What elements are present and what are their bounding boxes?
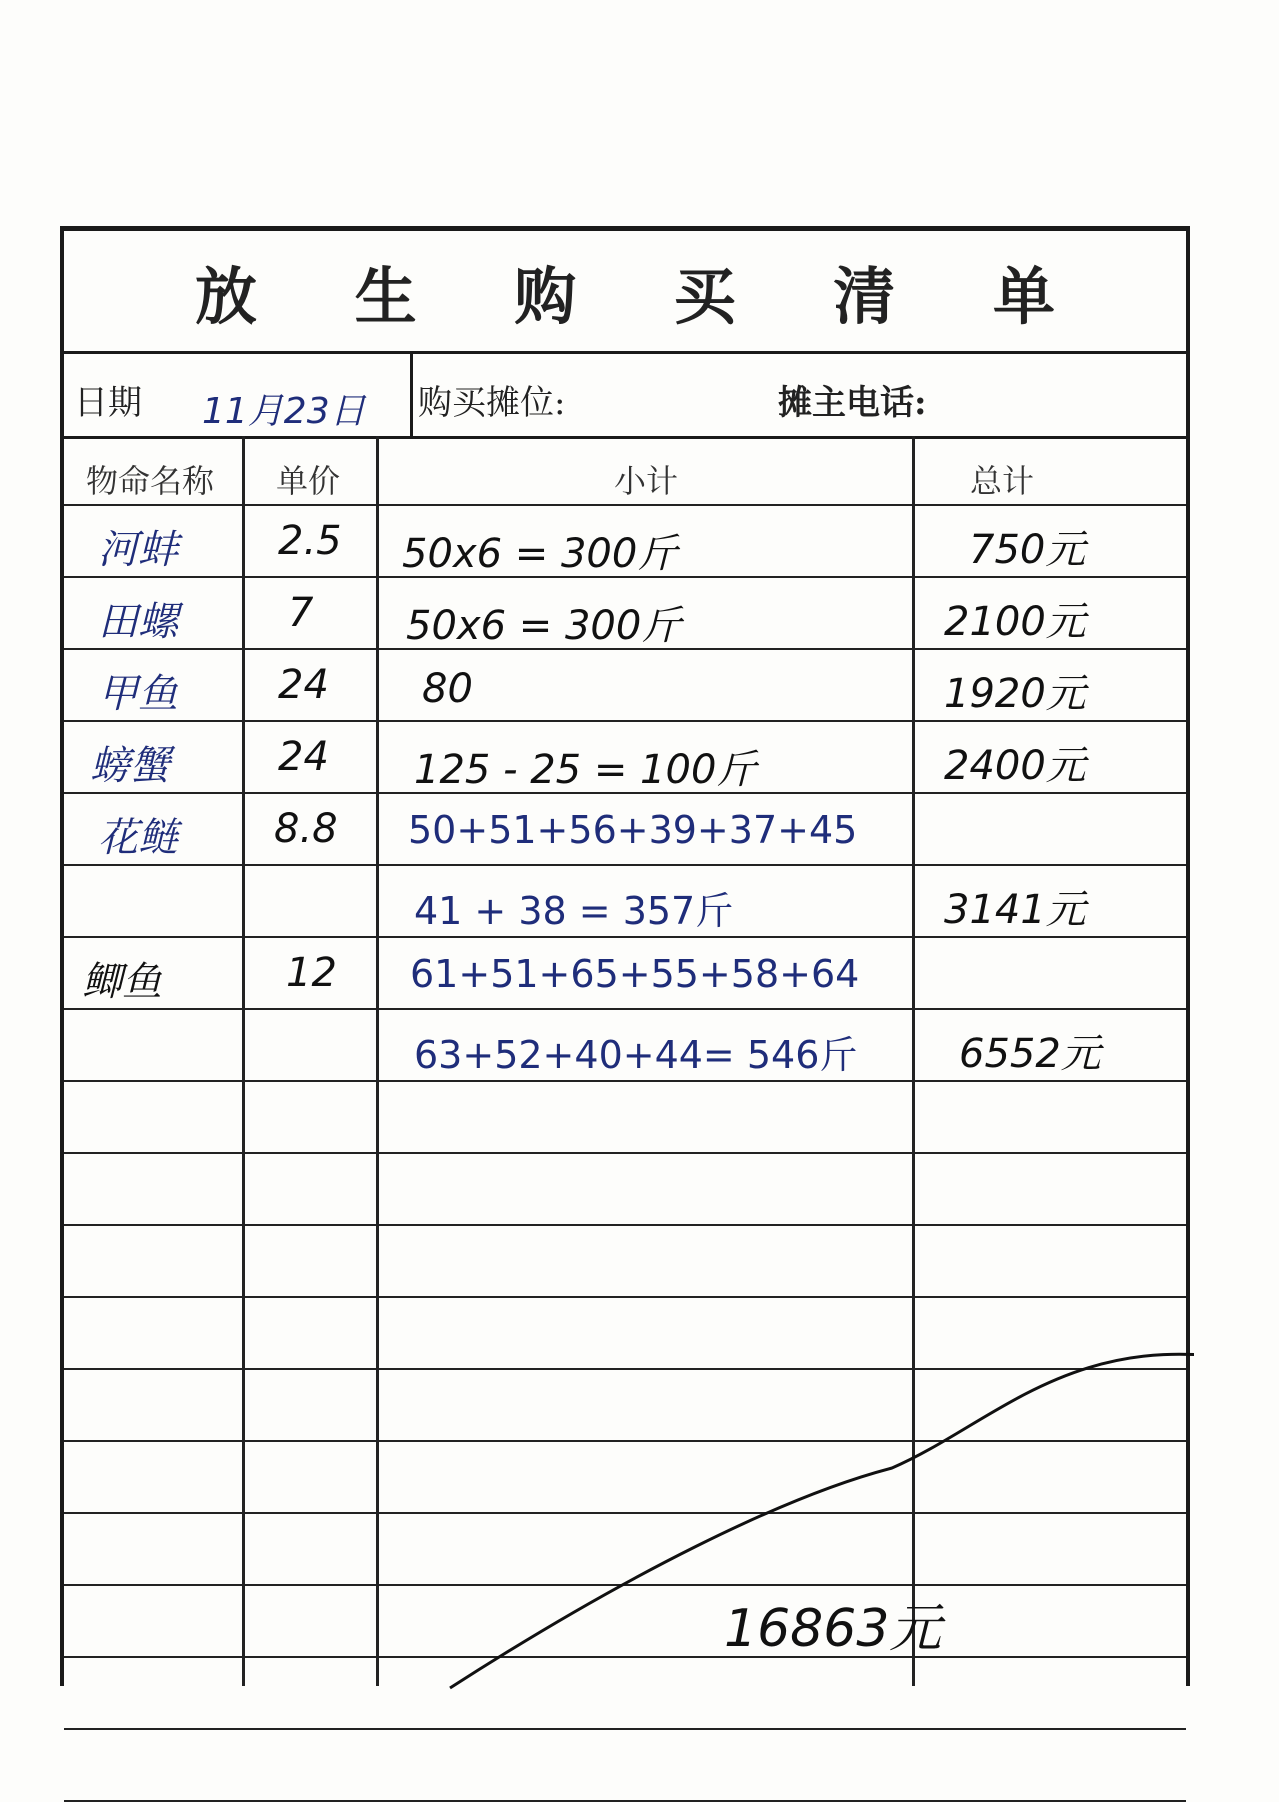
- diagonal-strike-line: [64, 436, 1194, 1691]
- header-total: 总计: [970, 462, 1035, 500]
- date-value: 11月23日: [202, 391, 366, 432]
- row-rule: [64, 1728, 1186, 1730]
- item-name: 甲鱼: [98, 671, 178, 717]
- item-subtotal: 50+51+56+39+37+45: [408, 808, 858, 852]
- purchase-form: [60, 226, 1190, 1686]
- item-subtotal: 80: [422, 666, 473, 712]
- item-name: 河蚌: [98, 527, 178, 573]
- info-divider: [410, 351, 413, 436]
- item-subtotal: 50x6 = 300斤: [402, 531, 678, 577]
- header-price: 单价: [276, 462, 341, 500]
- item-table: [64, 436, 1186, 1686]
- item-price: 8.8: [274, 806, 338, 852]
- item-name: 鲫鱼: [82, 959, 162, 1005]
- item-price: 24: [278, 662, 329, 708]
- header-subtotal: 小计: [614, 462, 679, 500]
- grand-total: 16863元: [724, 1599, 942, 1659]
- phone-label: 摊主电话:: [778, 383, 927, 423]
- item-subtotal: 41 + 38 = 357斤: [414, 889, 734, 933]
- item-subtotal: 63+52+40+44= 546斤: [414, 1033, 858, 1077]
- item-subtotal: 61+51+65+55+58+64: [410, 952, 860, 996]
- item-subtotal: 125 - 25 = 100斤: [414, 747, 757, 793]
- item-name: 螃蟹: [90, 743, 170, 789]
- stall-label: 购买摊位:: [418, 383, 566, 423]
- item-price: 2.5: [278, 518, 342, 564]
- title-row: [64, 231, 1186, 354]
- item-total: 3141元: [944, 887, 1086, 933]
- date-label: 日期: [74, 383, 142, 423]
- form-title: 放 生 购 买 清 单: [195, 259, 1093, 333]
- item-price: 24: [278, 734, 329, 780]
- header-name: 物命名称: [86, 462, 215, 500]
- item-total: 1920元: [944, 671, 1086, 717]
- item-total: 6552元: [959, 1031, 1101, 1077]
- item-total: 2400元: [944, 743, 1086, 789]
- item-name: 花鲢: [98, 815, 178, 861]
- item-total: 750元: [969, 527, 1086, 573]
- item-total: 2100元: [944, 599, 1086, 645]
- item-name: 田螺: [98, 599, 178, 645]
- item-price: 12: [286, 950, 337, 996]
- item-price: 7: [288, 590, 314, 636]
- item-subtotal: 50x6 = 300斤: [406, 603, 682, 649]
- info-row: [64, 351, 1186, 439]
